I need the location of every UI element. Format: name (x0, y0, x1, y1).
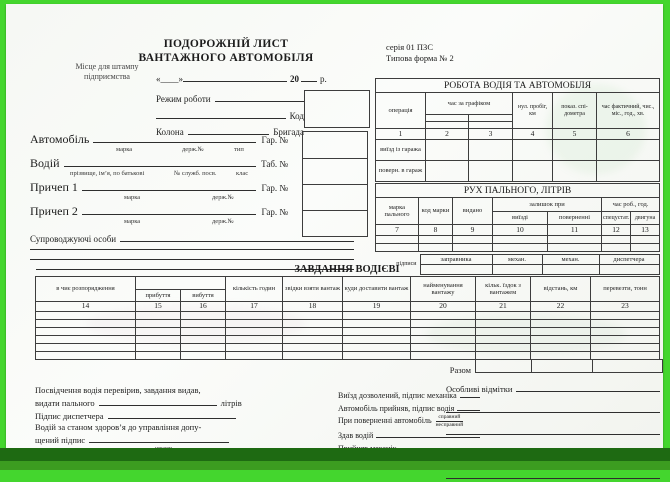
col-num: 15 (136, 302, 181, 312)
code-blank (156, 109, 286, 119)
col-num: 20 (411, 302, 476, 312)
empty-cell (531, 344, 591, 352)
handed-by-driver-label: Здав водій (338, 431, 374, 441)
empty-cell (376, 244, 419, 252)
empty-cell (553, 140, 597, 161)
empty-cell (513, 161, 553, 182)
col-num: 13 (631, 225, 660, 236)
trailer2-blank (82, 205, 257, 215)
col-special-equipment: спецустат. (602, 212, 631, 225)
fuel-table-title: РУХ ПАЛЬНОГО, ЛІТРІВ (376, 184, 660, 198)
empty-cell (36, 336, 136, 344)
page-title (116, 38, 336, 66)
empty-cell (411, 344, 476, 352)
task-table-title: ЗАВДАННЯ ВОДІЄВІ (294, 264, 400, 275)
total-row (386, 359, 663, 376)
serviceable-label: справний (436, 414, 464, 422)
col-engine: двигуна (631, 212, 660, 225)
trailer2-sub-plate: держ.№ (212, 218, 234, 225)
empty-cell (411, 328, 476, 336)
page-title-line1: ПОДОРОЖНІЙ ЛИСТ (163, 38, 289, 50)
col-work-hours: час роб., год. (602, 198, 660, 212)
vehicle-sub-make: марка (116, 146, 133, 153)
credential-check-line: Посвідчення водія перевірив, завдання видав, (35, 385, 201, 395)
col-hours-count: кількість годин (226, 277, 283, 302)
empty-cell (283, 328, 343, 336)
date-line (156, 72, 327, 86)
empty-cell (226, 352, 283, 360)
empty-cell (591, 336, 660, 344)
driver-sub-license: № служб. посв. (174, 170, 217, 177)
col-operation: операція (376, 93, 426, 129)
form-number-label: Типова форма № 2 (386, 53, 454, 64)
empty-cell (283, 336, 343, 344)
col-distance: відстань, км (531, 277, 591, 302)
empty-cell (226, 328, 283, 336)
box-divider (303, 158, 367, 159)
empty-cell (476, 336, 531, 344)
work-mode-blank (215, 92, 304, 102)
total-label: Разом (449, 365, 471, 375)
driver-task-table (35, 276, 660, 360)
col-issued: видано (453, 198, 493, 225)
empty-cell (602, 244, 631, 252)
brigade-label: Бригада (273, 127, 304, 138)
special-notes-line (446, 425, 660, 435)
stamp-note-line2: підприємства (84, 72, 130, 81)
col-cargo-to: куди доставити вантаж (343, 277, 411, 302)
col-num: 19 (343, 302, 411, 312)
series-block (386, 42, 454, 64)
sig-fueler: заправника (420, 255, 492, 265)
paper-stack-edge (0, 461, 670, 470)
col-loaded-trips: кільк. їздок з вантажем (476, 277, 531, 302)
trailer1-row (30, 180, 288, 195)
work-table-title: РОБОТА ВОДІЯ ТА АВТОМОБІЛЯ (376, 79, 660, 93)
empty-cell (283, 312, 343, 320)
empty-header-cell (136, 277, 226, 290)
date-year-prefix: 20 (290, 74, 299, 84)
col-remainder: залишок при (493, 198, 602, 212)
sig-mechanic-out: механ. (492, 255, 542, 265)
col-num: 9 (453, 225, 493, 236)
empty-cell (591, 320, 660, 328)
col-remainder-exit: виїзді (493, 212, 548, 225)
empty-cell (631, 236, 660, 244)
empty-cell (591, 312, 660, 320)
date-quote: «____» (156, 74, 183, 84)
on-return-label: При поверненні автомобіль (338, 416, 432, 426)
empty-cell (283, 344, 343, 352)
col-num: 1 (376, 129, 426, 140)
admitted-signature-label: щений підпис (35, 435, 86, 446)
paper-edge-shadow (0, 448, 670, 461)
empty-cell (136, 336, 181, 344)
empty-cell (469, 140, 513, 161)
vehicle-row (30, 132, 288, 147)
driver-tab-no-label: Таб. № (261, 159, 288, 169)
empty-cell (181, 328, 226, 336)
empty-cell (226, 336, 283, 344)
col-zero-run: нул. пробіг, км (513, 93, 553, 129)
column-label: Колона (156, 127, 184, 138)
total-distance-cell (532, 359, 593, 373)
empty-cell (426, 161, 469, 182)
col-num: 14 (36, 302, 136, 312)
series-label: серія 01 ПЗС (386, 42, 433, 52)
empty-cell (343, 336, 411, 344)
vehicle-sub-type: тип (234, 146, 244, 153)
waybill-form-sheet (6, 4, 663, 448)
empty-cell (376, 236, 419, 244)
empty-cell (591, 328, 660, 336)
issue-fuel-label: видати пального (35, 398, 95, 409)
vehicle-blank (93, 133, 256, 143)
col-num: 3 (469, 129, 513, 140)
escort-line (30, 240, 354, 250)
empty-cell (343, 328, 411, 336)
fuel-table (375, 183, 660, 252)
empty-cell (453, 236, 493, 244)
driver-work-table (375, 78, 660, 182)
trailer1-blank (82, 181, 257, 191)
empty-cell (469, 115, 513, 122)
col-num: 23 (591, 302, 660, 312)
empty-cell (343, 344, 411, 352)
page-title-line2: ВАНТАЖНОГО АВТОМОБІЛЯ (138, 51, 314, 64)
issue-fuel-blank (99, 396, 217, 406)
col-arrival: прибуття (136, 290, 181, 302)
col-schedule-time: час за графіком (426, 93, 513, 115)
col-actual-time: час фактичний, чис., міс., год., хв. (597, 93, 660, 129)
empty-cell (493, 236, 548, 244)
empty-cell (419, 244, 453, 252)
departure-allowed-label: Виїзд дозволений, підпис механіка (338, 391, 457, 400)
col-num: 11 (548, 225, 602, 236)
empty-cell (453, 244, 493, 252)
empty-cell (469, 122, 513, 129)
empty-cell (136, 344, 181, 352)
empty-cell (597, 161, 660, 182)
empty-cell (136, 320, 181, 328)
signatures-label: підписи (396, 261, 417, 268)
liters-label: літрів (220, 398, 242, 409)
trailer2-garage-no-label: Гар. № (261, 207, 288, 217)
empty-cell (548, 244, 602, 252)
empty-cell (36, 352, 136, 360)
date-year-blank (301, 72, 317, 82)
col-num: 18 (283, 302, 343, 312)
empty-cell (631, 244, 660, 252)
box-divider (303, 184, 367, 185)
total-tons-cell (593, 359, 663, 373)
empty-cell (597, 140, 660, 161)
driver-blank (64, 157, 257, 167)
trailer2-label: Причеп 2 (30, 204, 78, 218)
box-divider (303, 210, 367, 211)
col-num: 4 (513, 129, 553, 140)
trailer1-garage-no-label: Гар. № (261, 183, 288, 193)
admitted-signature-blank (89, 433, 229, 443)
dispatcher-signature-label: Підпис диспетчера (35, 411, 104, 422)
vehicle-sub-plate: держ.№ (182, 146, 204, 153)
empty-cell (181, 352, 226, 360)
footer-left-block (35, 385, 331, 453)
empty-cell (283, 320, 343, 328)
driver-sub-name: прізвище, ім’я, по батькові (70, 170, 145, 177)
col-num: 17 (226, 302, 283, 312)
empty-cell (136, 312, 181, 320)
empty-cell (476, 320, 531, 328)
date-blank-line (183, 72, 287, 82)
empty-cell (476, 344, 531, 352)
vehicle-label: Автомобіль (30, 132, 90, 146)
empty-cell (136, 328, 181, 336)
code-label: Код (289, 110, 304, 121)
special-notes-line (446, 403, 660, 413)
special-notes-blank (516, 382, 660, 392)
vehicle-garage-no-label: Гар. № (261, 135, 288, 145)
trailer1-label: Причеп 1 (30, 180, 78, 194)
col-cargo-name: найменування вантажу (411, 277, 476, 302)
col-num: 21 (476, 302, 531, 312)
empty-cell (513, 140, 553, 161)
col-num: 6 (597, 129, 660, 140)
empty-cell (181, 336, 226, 344)
health-check-line: Водій за станом здоров’я до управління допу- (35, 422, 202, 433)
empty-cell (426, 115, 469, 122)
col-num: 22 (531, 302, 591, 312)
stamp-note-line1: Місце для штампу (75, 62, 139, 71)
empty-cell (411, 312, 476, 320)
empty-cell (419, 236, 453, 244)
driver-row (30, 156, 288, 171)
total-trips-cell (475, 359, 532, 373)
col-num: 5 (553, 129, 597, 140)
empty-cell (181, 320, 226, 328)
work-mode-label: Режим роботи (156, 94, 211, 104)
trailer2-sub-make: марка (124, 218, 141, 225)
code-box (304, 90, 370, 128)
col-fuel-brand: марка пального (376, 198, 419, 225)
empty-cell (553, 161, 597, 182)
unserviceable-label: несправний (435, 421, 464, 428)
trailer1-sub-make: марка (124, 194, 141, 201)
trailer1-sub-plate: держ.№ (212, 194, 234, 201)
col-remainder-return: поверненні (548, 212, 602, 225)
sig-mechanic-in: механ. (542, 255, 599, 265)
col-tons: перевезти, тонн (591, 277, 660, 302)
empty-cell (531, 312, 591, 320)
row-garage-return: поверн. в гараж (376, 161, 426, 182)
row-garage-exit: виїзд із гаража (376, 140, 426, 161)
col-num: 7 (376, 225, 419, 236)
col-disposal: в чиє розпорядження (36, 277, 136, 302)
col-num: 8 (419, 225, 453, 236)
empty-cell (591, 344, 660, 352)
empty-cell (411, 320, 476, 328)
empty-cell (343, 320, 411, 328)
empty-cell (181, 344, 226, 352)
col-cargo-from: звідки взяти вантаж (283, 277, 343, 302)
empty-cell (36, 328, 136, 336)
empty-cell (36, 344, 136, 352)
empty-cell (531, 320, 591, 328)
empty-cell (343, 312, 411, 320)
empty-cell (136, 352, 181, 360)
col-brand-code: код марки (419, 198, 453, 225)
col-odometer: показ. спі- дометра (553, 93, 597, 129)
empty-cell (226, 344, 283, 352)
col-num: 2 (426, 129, 469, 140)
col-num: 16 (181, 302, 226, 312)
dispatcher-signature-blank (108, 409, 236, 419)
driver-label: Водій (30, 156, 60, 170)
empty-cell (36, 312, 136, 320)
escort-line (30, 250, 354, 260)
escort-label: Супроводжуючі особи (30, 234, 117, 244)
empty-cell (548, 236, 602, 244)
empty-cell (493, 244, 548, 252)
driver-sub-class: клас (236, 170, 249, 177)
special-notes-label: Особливі відмітки (446, 384, 513, 394)
trailer2-row (30, 204, 288, 219)
special-notes-line (446, 469, 660, 479)
vehicle-accepted-label: Автомобіль прийняв, підпис водія (338, 404, 455, 413)
empty-cell (476, 312, 531, 320)
empty-cell (226, 320, 283, 328)
sig-dispatcher: диспетчера (599, 255, 659, 265)
empty-cell (426, 122, 469, 129)
empty-cell (476, 328, 531, 336)
empty-cell (531, 336, 591, 344)
empty-cell (283, 352, 343, 360)
empty-cell (181, 312, 226, 320)
empty-cell (36, 320, 136, 328)
date-year-suffix: р. (320, 74, 327, 84)
col-num: 10 (493, 225, 548, 236)
empty-cell (411, 336, 476, 344)
empty-cell (226, 312, 283, 320)
empty-cell (531, 328, 591, 336)
col-departure: вибуття (181, 290, 226, 302)
empty-cell (426, 140, 469, 161)
col-num: 12 (602, 225, 631, 236)
empty-cell (602, 236, 631, 244)
garage-numbers-box (302, 131, 368, 237)
empty-cell (469, 161, 513, 182)
